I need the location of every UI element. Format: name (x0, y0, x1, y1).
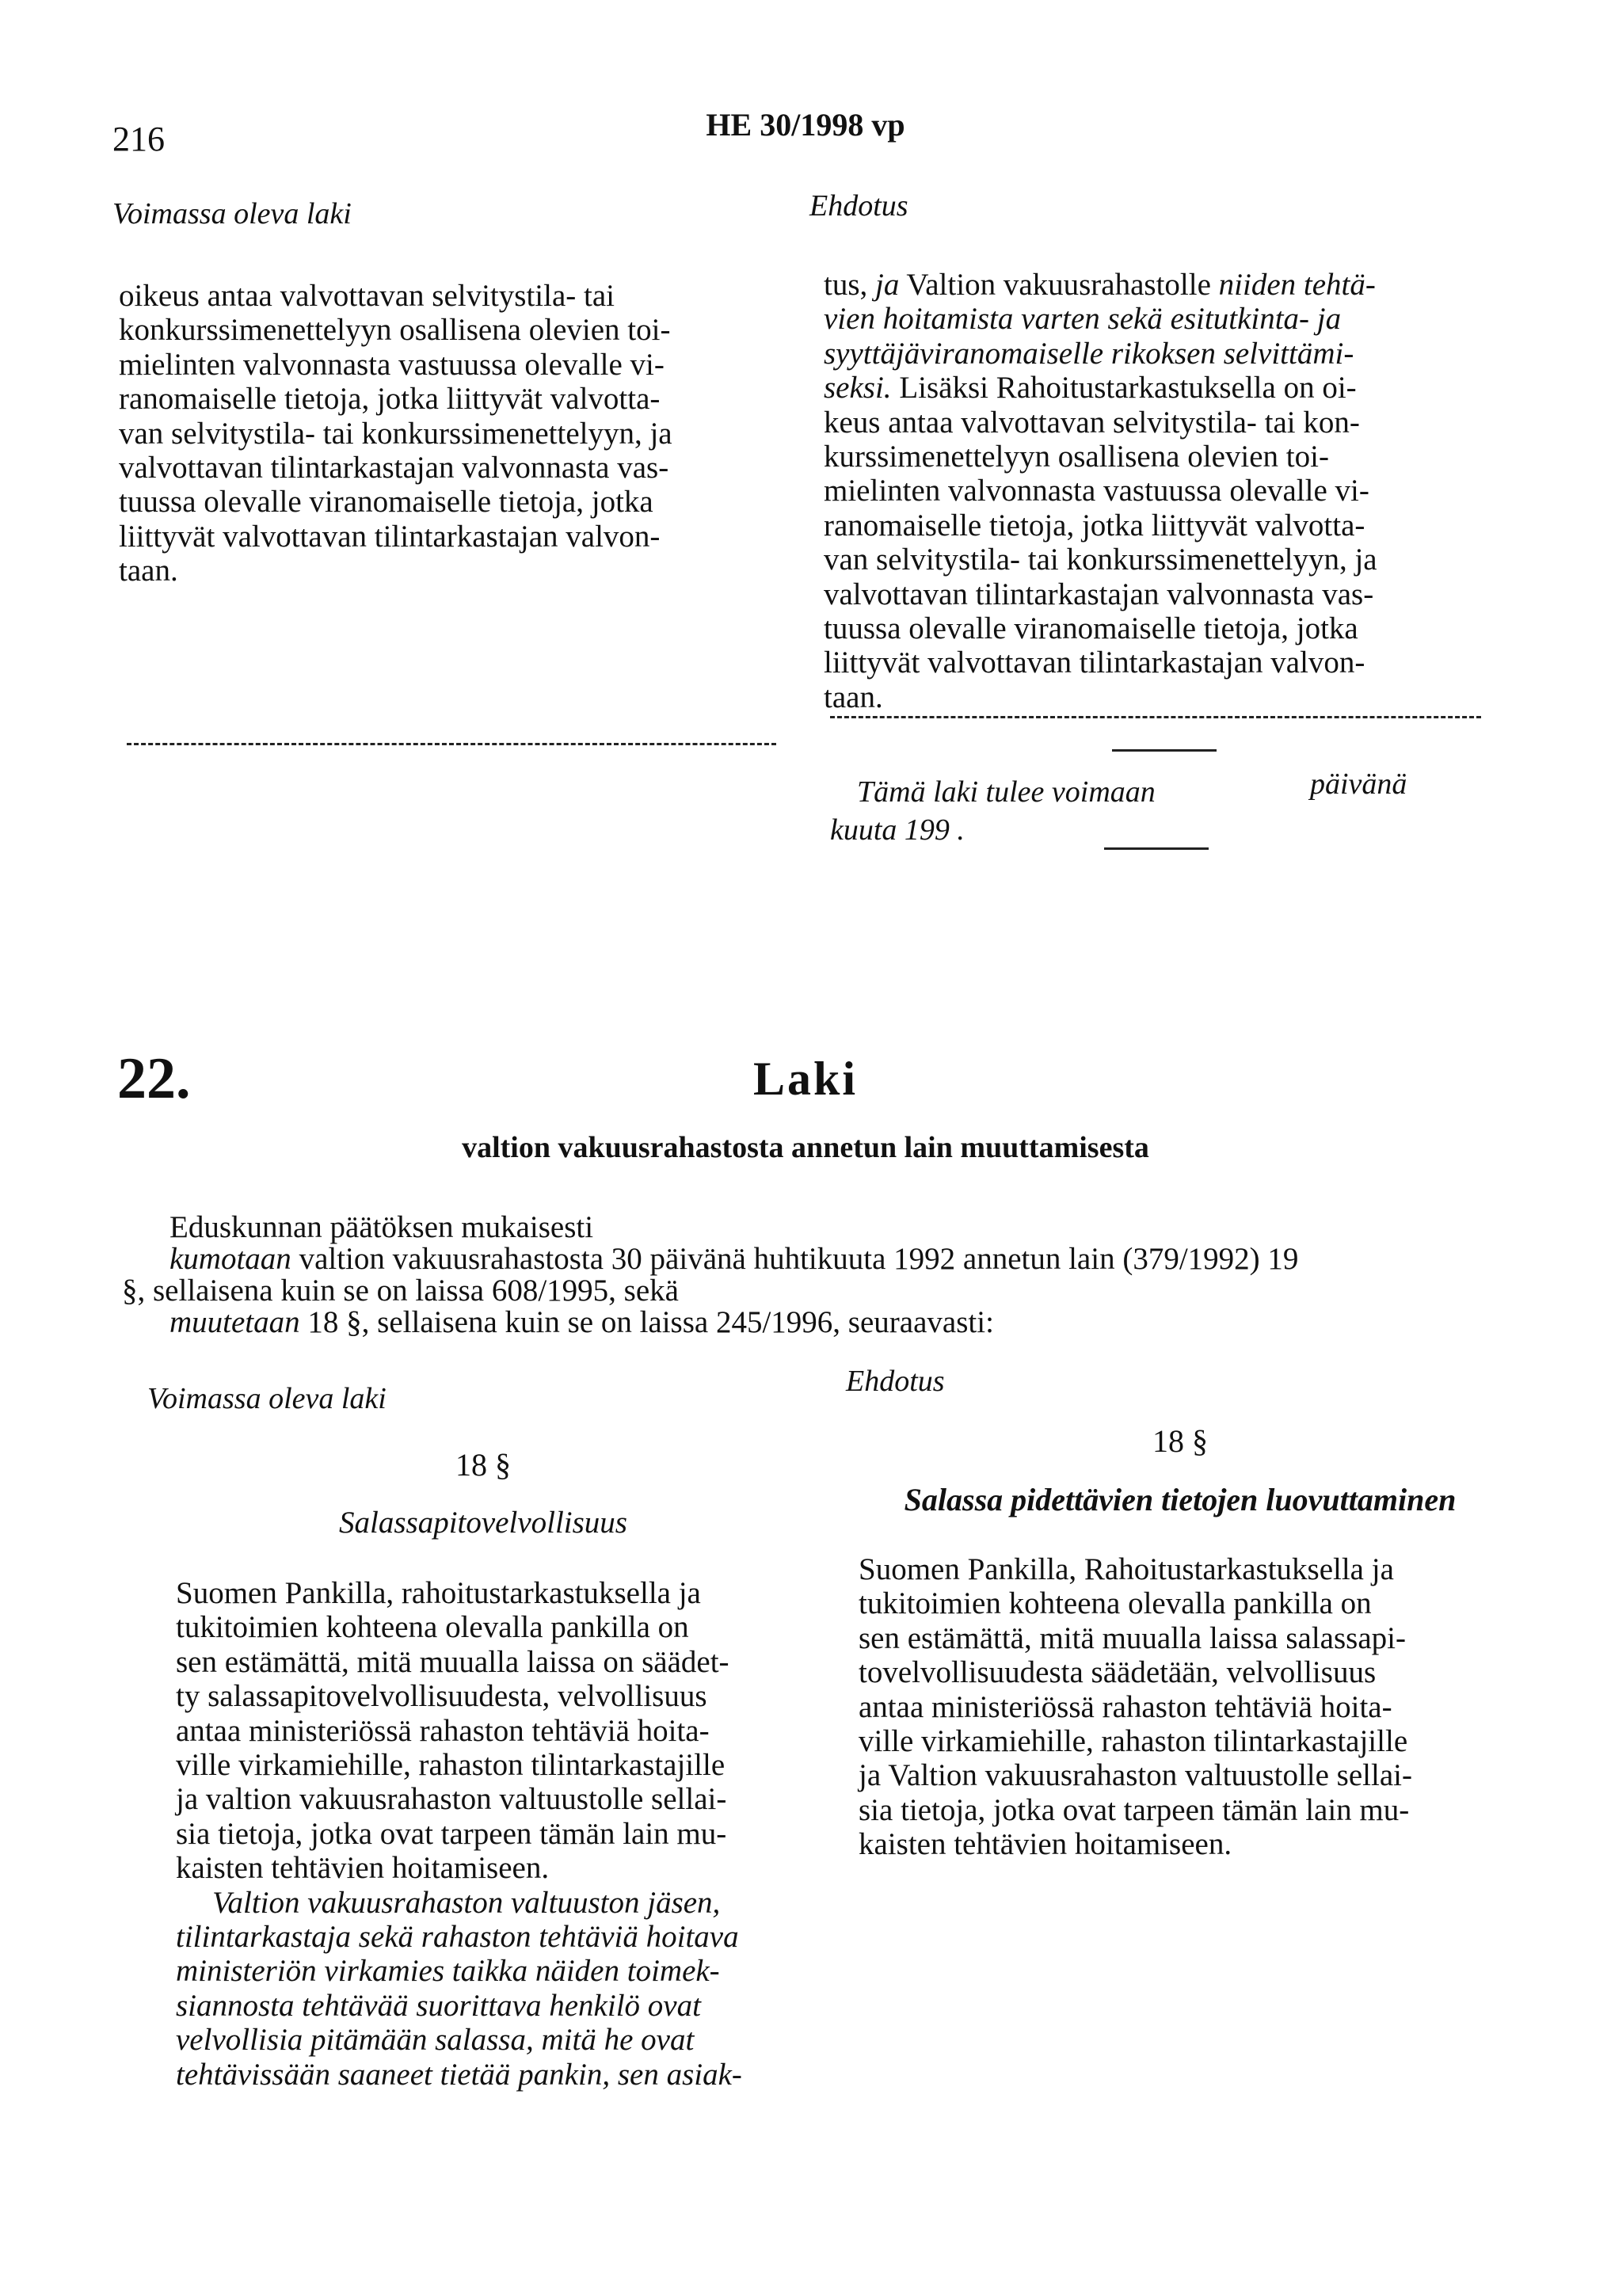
text-line: tuussa olevalle viranomaiselle tietoja, jotka (119, 485, 653, 520)
text-span-italic: muutetaan (169, 1305, 300, 1339)
text-line: valvottavan tilintarkastajan valvonnasta vas- (824, 577, 1374, 611)
text-line: ministeriön virkamies taikka näiden toimek- (176, 1954, 720, 1989)
short-rule-top (1112, 749, 1217, 752)
document-reference: HE 30/1998 vp (706, 107, 905, 143)
law-subtitle: valtion vakuusrahastosta annetun lain muuttamisesta (462, 1131, 1149, 1164)
text-line: tovelvollisuudesta säädetään, velvollisuus (859, 1655, 1377, 1690)
text-line: sen estämättä, mitä muualla laissa salassapi- (859, 1620, 1406, 1655)
entry-into-force-text: Tämä laki tulee voimaan (857, 775, 1156, 809)
text-span-italic: niiden tehtä- (1218, 268, 1376, 302)
text-line: sen estämättä, mitä muualla laissa on säädet- (176, 1644, 729, 1679)
text-line: ranomaiselle tietoja, jotka liittyvät valvotta- (119, 382, 661, 417)
text-span-italic: ja (875, 268, 900, 302)
text-line: antaa ministeriössä rahaston tehtäviä hoita- (859, 1689, 1392, 1724)
text-line: liittyvät valvottavan tilintarkastajan valvon- (119, 519, 661, 554)
entry-into-force-month: kuuta 199 . (830, 813, 965, 847)
right-column-header: Ehdotus (809, 189, 908, 223)
text-line: sia tietoja, jotka ovat tarpeen tämän lain mu- (859, 1792, 1410, 1827)
text-line: van selvitystila- tai konkurssimenettelyyn, ja (119, 416, 672, 451)
text-line: tukitoimien kohteena olevalla pankilla on (176, 1610, 689, 1645)
text-line: kaisten tehtävien hoitamiseen. (176, 1851, 550, 1886)
top-right-text (824, 268, 1483, 714)
dashed-separator-right (830, 716, 1481, 718)
text-line: keus antaa valvottavan selvitystila- tai kon- (824, 405, 1360, 440)
text-line: syyttäjäviranomaiselle rikoksen selvittämi- (824, 336, 1354, 371)
text-line: vien hoitamista varten sekä esitutkinta- ja (824, 302, 1342, 337)
dashed-separator-left (127, 743, 776, 745)
text-line: valvottavan tilintarkastajan valvonnasta vas- (119, 451, 669, 485)
right-section-body (859, 1552, 1499, 1862)
page-number: 216 (112, 120, 165, 158)
section-number: 22. (117, 1046, 191, 1111)
text-span: tus, (824, 268, 876, 302)
left-column-header: Voimassa oleva laki (112, 197, 352, 230)
short-rule-bottom (1104, 847, 1209, 850)
text-span-italic: seksi. (824, 371, 892, 406)
text-span: 18 §, sellaisena kuin se on laissa 245/1996, seuraavasti: (299, 1305, 994, 1339)
text-line: ja Valtion vakuusrahaston valtuustolle sellai- (859, 1758, 1412, 1793)
text-line: ville virkamiehille, rahaston tilintarkastajille (176, 1748, 726, 1783)
text-line: Suomen Pankilla, rahoitustarkastuksella ja (176, 1576, 701, 1610)
right-column-header-law: Ehdotus (846, 1365, 945, 1398)
text-line: ville virkamiehille, rahaston tilintarkastajille (859, 1724, 1408, 1759)
left-column-header-law: Voimassa oleva laki (147, 1382, 387, 1415)
text-line: ty salassapitovelvollisuudesta, velvollisuus (176, 1679, 707, 1714)
text-line: oikeus antaa valvottavan selvitystila- tai (119, 279, 615, 313)
entry-into-force-day: päivänä (1310, 767, 1407, 801)
intro-line (169, 1307, 1516, 1338)
text-line: antaa ministeriössä rahaston tehtäviä hoita- (176, 1713, 710, 1748)
text-line: siannosta tehtävää suorittava henkilö ovat (176, 1988, 701, 2023)
right-section-number: 18 § (1152, 1423, 1208, 1459)
left-section-number: 18 § (455, 1447, 511, 1483)
text-line: van selvitystila- tai konkurssimenettelyyn, ja (824, 543, 1377, 577)
text-line: mielinten valvonnasta vastuussa olevalle vi- (824, 474, 1369, 508)
left-section-heading: Salassapitovelvollisuus (339, 1506, 627, 1540)
intro-line: §, sellaisena kuin se on laissa 608/1995, sekä (122, 1274, 679, 1308)
text-line: kurssimenettelyyn osallisena olevien toi- (824, 440, 1329, 474)
text-span: valtion vakuusrahastosta 30 päivänä huhtikuuta 1992 annetun lain (379/1992) 19 (291, 1242, 1299, 1276)
text-line: konkurssimenettelyyn osallisena olevien toi- (119, 313, 671, 348)
text-span-italic: kumotaan (169, 1242, 291, 1276)
text-line: tukitoimien kohteena olevalla pankilla on (859, 1586, 1372, 1621)
text-line: mielinten valvonnasta vastuussa olevalle vi- (119, 347, 665, 382)
text-line (824, 268, 1483, 302)
text-line: ja valtion vakuusrahaston valtuustolle sellai- (176, 1782, 727, 1817)
text-line (824, 371, 1483, 405)
text-line: taan. (824, 680, 883, 714)
intro-line: Eduskunnan päätöksen mukaisesti (169, 1210, 594, 1244)
text-span: Valtion vakuusrahastolle (899, 268, 1219, 302)
text-line: Valtion vakuusrahaston valtuuston jäsen, (212, 1885, 721, 1920)
text-line: liittyvät valvottavan tilintarkastajan valvon- (824, 645, 1365, 680)
top-left-text (119, 279, 771, 588)
intro-line (169, 1243, 1516, 1275)
text-line: tilintarkastaja sekä rahaston tehtäviä hoitava (176, 1920, 739, 1955)
text-line: tuussa olevalle viranomaiselle tietoja, jotka (824, 611, 1358, 646)
left-section-body (176, 1576, 811, 2092)
law-intro (122, 1210, 1516, 1339)
text-line: ranomaiselle tietoja, jotka liittyvät valvotta- (824, 508, 1365, 543)
text-line: kaisten tehtävien hoitamiseen. (859, 1827, 1232, 1862)
law-title: Laki (752, 1053, 859, 1105)
right-section-heading: Salassa pidettävien tietojen luovuttaminen (904, 1482, 1457, 1517)
text-line: Suomen Pankilla, Rahoitustarkastuksella ja (859, 1552, 1394, 1586)
text-span: Lisäksi Rahoitustarkastuksella on oi- (891, 371, 1357, 406)
text-line: taan. (119, 554, 178, 588)
text-line: sia tietoja, jotka ovat tarpeen tämän lain mu- (176, 1816, 727, 1851)
text-line: tehtävissään saaneet tietää pankin, sen asiak- (176, 2057, 742, 2092)
text-line: velvollisia pitämään salassa, mitä he ovat (176, 2023, 695, 2058)
